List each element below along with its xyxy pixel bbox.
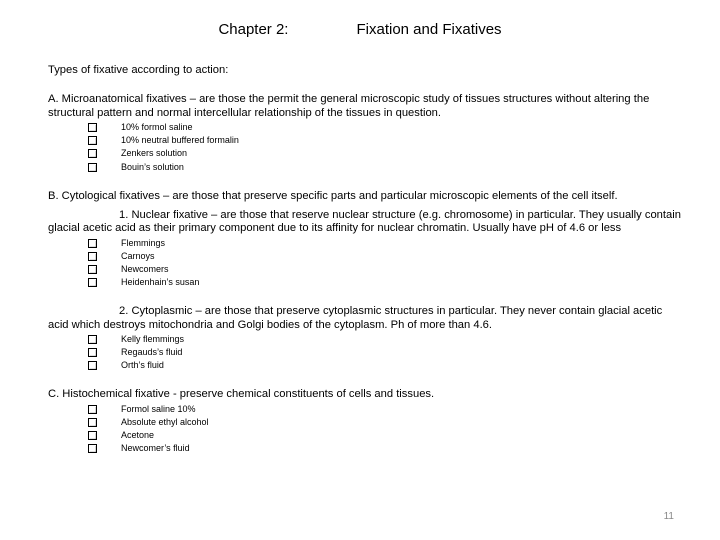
list-item: Flemmings: [48, 237, 684, 250]
list-item: Heidenhain’s susan: [48, 276, 684, 289]
list-item: Carnoys: [48, 250, 684, 263]
checkbox-square-icon: [88, 239, 97, 248]
list-item: Orth’s fluid: [48, 359, 684, 372]
subsection-cytoplasmic: [48, 305, 684, 372]
list-item: 10% neutral buffered formalin: [48, 134, 684, 147]
list-item: Acetone: [48, 429, 684, 442]
checkbox-square-icon: [88, 418, 97, 427]
section-text: B. Cytological fixatives – are those that preserve specific parts and particular microscopic elements of the cell itself.: [48, 189, 618, 202]
slide-title: [0, 20, 720, 40]
list-item: 10% formol saline: [48, 121, 684, 134]
list-item: Regauds’s fluid: [48, 346, 684, 359]
subsection-nuclear: [48, 209, 684, 289]
intro-text: Types of fixative according to action:: [48, 64, 229, 76]
subsection-text: 1. Nuclear fixative – are those that reserve nuclear structure (e.g. chromosome) in particular. They usually contain glacial acetic acid as their primary component due to its affinity for nuclear chromatin. Usually have pH of 4.6 or less: [48, 209, 681, 235]
checkbox-square-icon: [88, 265, 97, 274]
bullet-list: [48, 237, 684, 289]
checkbox-square-icon: [88, 348, 97, 357]
chapter-topic: Fixation and Fixatives: [356, 21, 502, 38]
chapter-label: Chapter 2:: [218, 21, 289, 38]
list-item: Formol saline 10%: [48, 403, 684, 416]
subsection-text: 2. Cytoplasmic – are those that preserve cytoplasmic structures in particular. They never contain glacial acetic acid which destroys mitochondria and Golgi bodies of the cytoplasm. Ph of more than 4.6.: [48, 305, 663, 331]
checkbox-square-icon: [88, 361, 97, 370]
list-item: Newcomer’s fluid: [48, 442, 684, 455]
bullet-list: [48, 333, 684, 372]
section-histochemical: [48, 388, 684, 455]
checkbox-square-icon: [88, 252, 97, 261]
list-item: Zenkers solution: [48, 147, 684, 160]
bullet-list: [48, 121, 684, 173]
list-item: Newcomers: [48, 263, 684, 276]
section-cytological: [48, 190, 684, 373]
checkbox-square-icon: [88, 335, 97, 344]
checkbox-square-icon: [88, 431, 97, 440]
bullet-list: [48, 403, 684, 455]
checkbox-square-icon: [88, 278, 97, 287]
checkbox-square-icon: [88, 149, 97, 158]
checkbox-square-icon: [88, 136, 97, 145]
checkbox-square-icon: [88, 444, 97, 453]
section-text: C. Histochemical fixative - preserve chemical constituents of cells and tissues.: [48, 388, 435, 401]
section-text: A. Microanatomical fixatives – are those the permit the general microscopic study of tissues structures without altering the structural pattern and normal intercellular relationship of the tissues in question.: [48, 93, 650, 119]
list-item: Bouin’s solution: [48, 161, 684, 174]
section-microanatomical: [48, 93, 684, 173]
slide-body: [48, 64, 684, 471]
checkbox-square-icon: [88, 163, 97, 172]
list-item: Kelly flemmings: [48, 333, 684, 346]
list-item: Absolute ethyl alcohol: [48, 416, 684, 429]
page-number: 11: [663, 511, 674, 522]
checkbox-square-icon: [88, 405, 97, 414]
checkbox-square-icon: [88, 123, 97, 132]
